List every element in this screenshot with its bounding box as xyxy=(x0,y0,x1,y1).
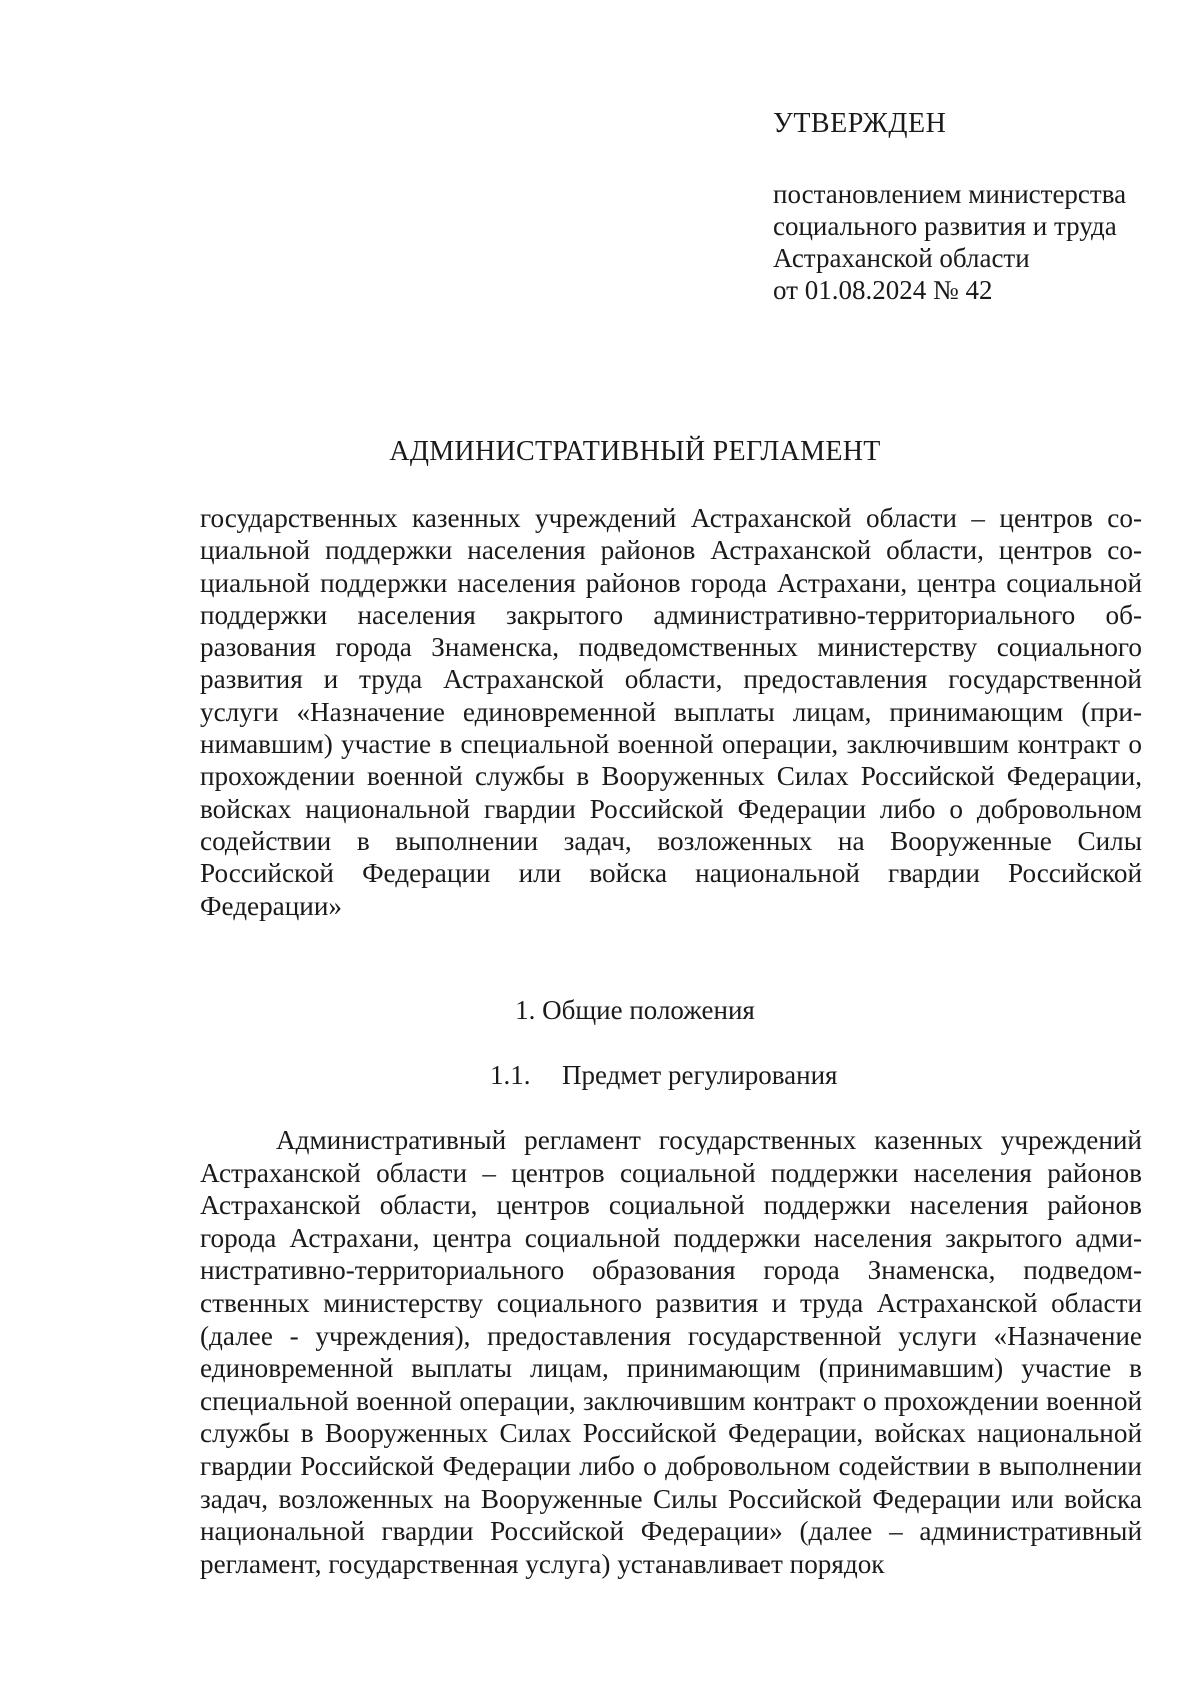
subsection-number: 1.1. xyxy=(490,1060,531,1090)
subsection-title: Предмет регулирования xyxy=(562,1060,838,1090)
approval-block xyxy=(773,178,1173,306)
approval-line: Астраханской области xyxy=(773,243,1030,273)
approval-line: постановлением министерства xyxy=(773,179,1127,209)
document-title: АДМИНИСТРАТИВНЫЙ РЕГЛАМЕНТ xyxy=(389,436,881,467)
document-subtitle: государственных казенных учреждений Астраханской области – центров социальной поддержки населения районов Астраханской области, центров социальной поддержки населения районов города Астрахани, центра социальной поддержки населения закрытого административно-территориального образования города Знаменска, подведомственных министерству социального развития и труда Астраханской области, предоставления государственной услуги «Назначение единовременной выплаты лицам, принимающим (принимавшим) участие в специальной военной операции, заключившим контракт о прохождении военной службы в Вооруженных Силах Российской Федерации, войсках национальной гвардии Российской Федерации либо о добровольном содействии в выполнении задач, возложенных на Вооруженные Силы Российской Федерации или войска национальной гвардии Российской Федерации» xyxy=(200,503,1142,921)
approval-line: социального развития и труда xyxy=(773,211,1117,241)
subsection-heading xyxy=(490,1060,837,1091)
approval-date-line: от 01.08.2024 № 42 xyxy=(773,275,993,305)
section-heading: 1. Общие положения xyxy=(515,995,755,1025)
body-paragraph: Административный регламент государственных казенных учреждений Астраханской области – центров социальной поддержки населения районов Астраханской области, центров социальной поддержки населения районов города Астрахани, центра социальной поддержки населения закрытого административно-территориального образования города Знаменска, подведомственных министерству социального развития и труда Астраханской области (далее - учреждения), предоставления государственной услуги «Назначение единовременной выплаты лицам, принимающим (принимавшим) участие в специальной военной операции, заключившим контракт о прохождении военной службы в Вооруженных Силах Российской Федерации, войсках национальной гвардии Российской Федерации либо о добровольном содействии в выполнении задач, возложенных на Вооруженные Силы Российской Федерации или войска национальной гвардии Российской Федерации» (далее – административный регламент, государственная услуга) устанавливает порядок xyxy=(200,1125,1142,1579)
approval-heading: УТВЕРЖДЕН xyxy=(773,108,947,139)
